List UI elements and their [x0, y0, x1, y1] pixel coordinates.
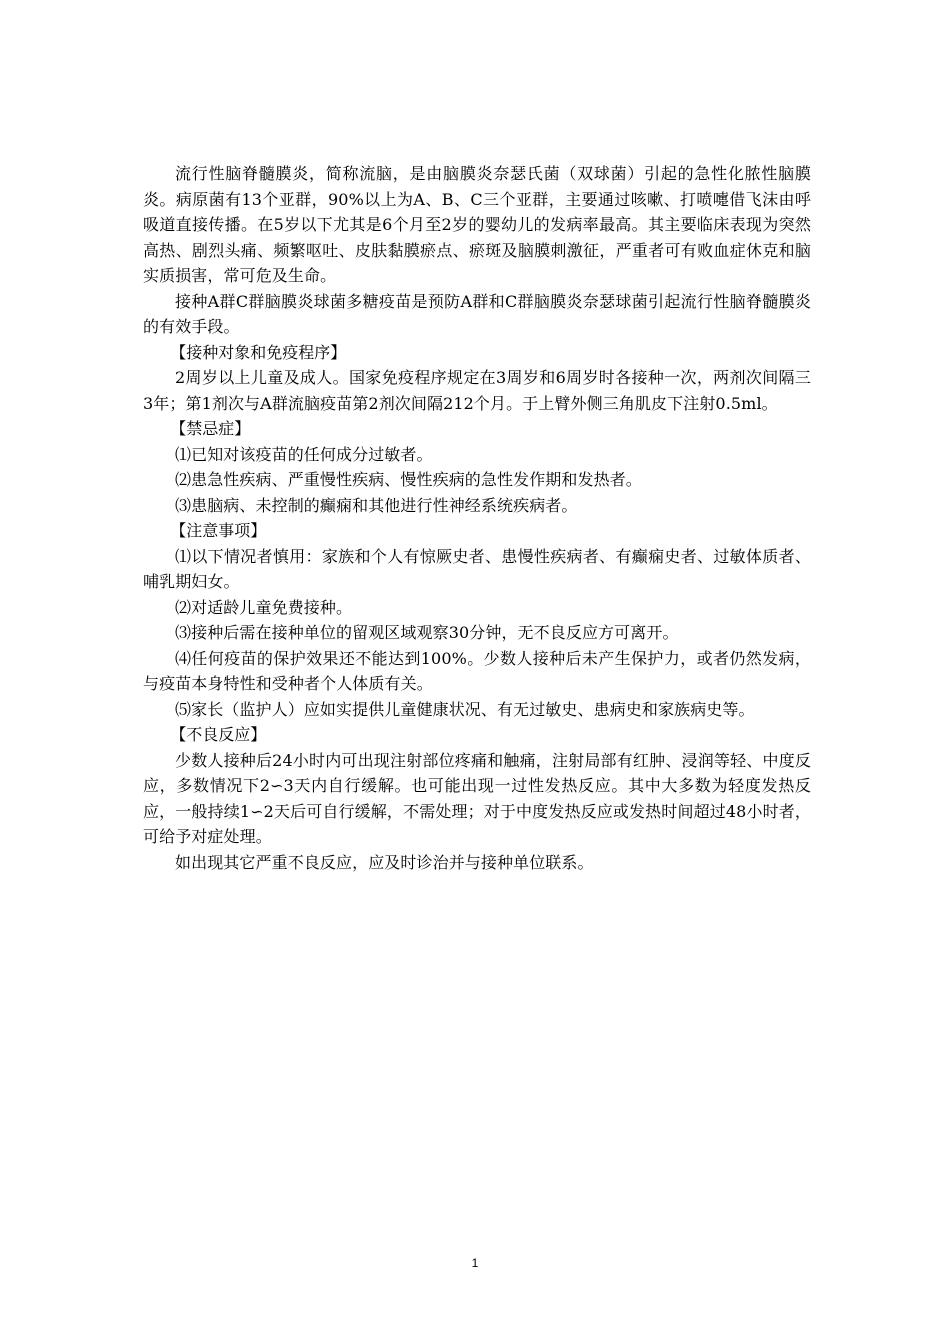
paragraph-schedule: 2周岁以上儿童及成人。国家免疫程序规定在3周岁和6周岁时各接种一次，两剂次间隔三3年；第1剂次与A群流脑疫苗第2剂次间隔212个月。于上臂外侧三角肌皮下注射0.5ml。	[143, 368, 811, 413]
precaution-item-2: ⑵对适龄儿童免费接种。	[175, 597, 353, 617]
paragraph-vaccine-purpose: 接种A群C群脑膜炎球菌多糖疫苗是预防A群和C群脑膜炎奈瑟球菌引起流行性脑脊髓膜炎的有效手段。	[143, 291, 811, 336]
document-body	[143, 161, 811, 875]
page-number: 1	[471, 1256, 479, 1270]
precaution-item-1: ⑴以下情况者慎用：家族和个人有惊厥史者、患慢性疾病者、有癫痫史者、过敏体质者、哺乳期妇女。	[143, 546, 811, 591]
precaution-item-3: ⑶接种后需在接种单位的留观区域观察30分钟，无不良反应方可离开。	[175, 623, 679, 642]
heading-contraindications: 【禁忌症】	[170, 419, 251, 438]
precaution-item-5: ⑸家长（监护人）应如实提供儿童健康状况、有无过敏史、患病史和家族病史等。	[175, 699, 755, 719]
heading-recipients-schedule: 【接种对象和免疫程序】	[170, 342, 347, 362]
paragraph-adverse-reactions: 少数人接种后24小时内可出现注射部位疼痛和触痛，注射局部有红肿、浸润等轻、中度反应，多数情况下2∽3天内自行缓解。也可能出现一过性发热反应。其中大多数为轻度发热反应，一般持续1∽2天后可自行缓解，不需处理；对于中度发热反应或发热时间超过48小时者，可给予对症处理。	[143, 750, 811, 846]
contraindication-item-2: ⑵患急性疾病、严重慢性疾病、慢性疾病的急性发作期和发热者。	[175, 470, 642, 489]
heading-adverse-reactions: 【不良反应】	[170, 725, 267, 744]
heading-precautions: 【注意事项】	[170, 521, 267, 540]
contraindication-item-3: ⑶患脑病、未控制的癫痫和其他进行性神经系统疾病者。	[175, 495, 578, 515]
paragraph-intro: 流行性脑脊髓膜炎，简称流脑，是由脑膜炎奈瑟氏菌（双球菌）引起的急性化脓性脑膜炎。病原菌有13个亚群，90%以上为A、B、C三个亚群，主要通过咳嗽、打喷嚏借飞沫由呼吸道直接传播。在5岁以下尤其是6个月至2岁的婴幼儿的发病率最高。其主要临床表现为突然高热、剧烈头痛、频繁呕吐、皮肤黏膜瘀点、瘀斑及脑膜刺激征，严重者可有败血症休克和脑实质损害，常可危及生命。	[143, 164, 811, 285]
paragraph-severe-reactions: 如出现其它严重不良反应，应及时诊治并与接种单位联系。	[175, 852, 594, 872]
contraindication-item-1: ⑴已知对该疫苗的任何成分过敏者。	[175, 444, 433, 464]
precaution-item-4: ⑷任何疫苗的保护效果还不能达到100%。少数人接种后未产生保护力，或者仍然发病，与疫苗本身特性和受种者个人体质有关。	[143, 648, 811, 693]
